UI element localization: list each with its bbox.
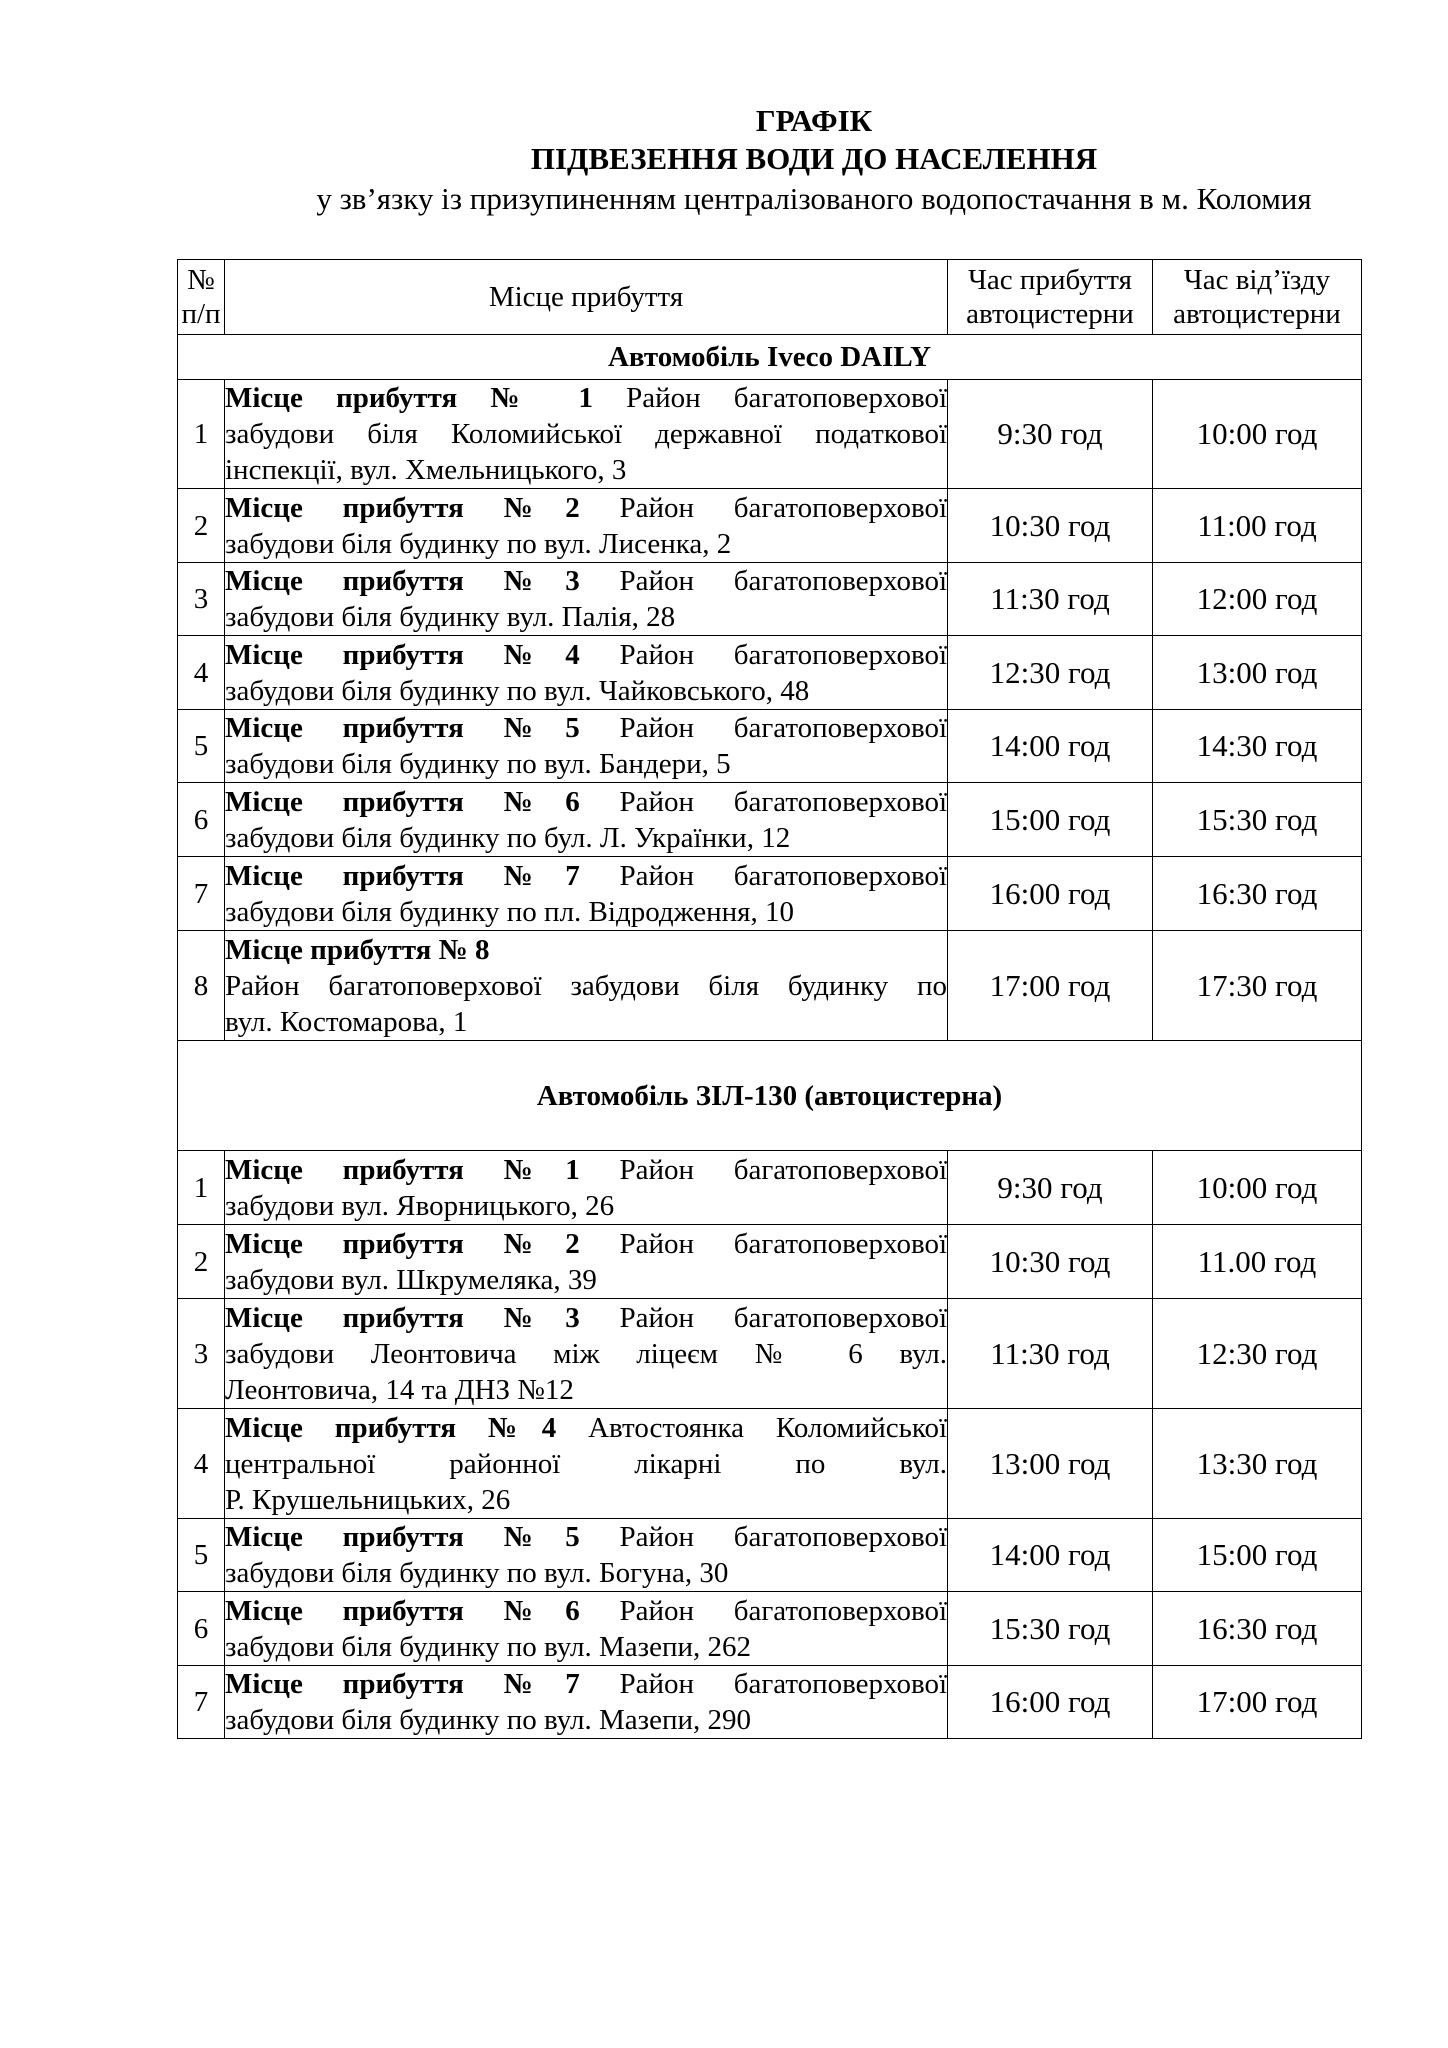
arrival-time: 13:00 год <box>948 1409 1153 1519</box>
table-row <box>178 1666 1362 1739</box>
row-place <box>225 1666 948 1739</box>
table-row <box>178 931 1362 1041</box>
place-label: Місце прибуття №5 <box>225 1521 580 1553</box>
place-text: Р. Крушельницьких, 26 <box>225 1483 511 1516</box>
row-number: 7 <box>178 1666 225 1739</box>
place-text: забудови вул. Шкрумеляка, 39 <box>225 1263 597 1296</box>
arrival-time: 9:30 год <box>948 380 1153 489</box>
doc-title: ГРАФІК <box>755 103 873 138</box>
header-depart-line1: Час від’їзду <box>1183 264 1331 296</box>
place-label: Місце прибуття №4 <box>225 1411 557 1444</box>
row-number: 2 <box>178 489 225 563</box>
section-title: Автомобіль Iveco DAILY <box>178 335 1362 380</box>
place-text: забудови біля будинку по вул. Мазепи, 262 <box>225 1630 751 1663</box>
table-row <box>178 380 1362 489</box>
departure-time: 10:00 год <box>1153 380 1362 489</box>
departure-time: 16:30 год <box>1153 1592 1362 1666</box>
row-number: 7 <box>178 857 225 931</box>
row-number: 8 <box>178 931 225 1041</box>
arrival-time: 16:00 год <box>948 857 1153 931</box>
arrival-time: 10:30 год <box>948 1225 1153 1299</box>
place-label: Місце прибуття №1 <box>225 1153 580 1186</box>
place-text: Район багатоповерхової <box>619 1301 947 1334</box>
place-text: забудови біля будинку по вул. Лисенка, 2 <box>225 527 732 560</box>
place-first-line <box>225 1666 947 1702</box>
place-text: забудови біля будинку по пл. Відродження, 10 <box>225 895 795 928</box>
place-text: Район багатоповерхової <box>619 1594 947 1627</box>
place-text: Район багатоповерхової забудови біля будинку по <box>225 969 947 1002</box>
table-row <box>178 710 1362 783</box>
header-num-line1: № <box>187 264 215 296</box>
departure-time: 14:30 год <box>1153 710 1362 783</box>
header-depart <box>1153 260 1362 335</box>
arrival-time: 15:30 год <box>948 1592 1153 1666</box>
table-row <box>178 1592 1362 1666</box>
place-text: забудови Леонтовича між ліцеєм № 6 вул. <box>225 1337 947 1370</box>
place-label: Місце прибуття №6 <box>225 1594 580 1627</box>
row-place <box>225 563 948 636</box>
place-text: Район багатоповерхової <box>619 712 947 744</box>
row-place <box>225 380 948 489</box>
place-text: забудови біля будинку вул. Палія, 28 <box>225 601 676 633</box>
departure-time: 17:30 год <box>1153 931 1362 1041</box>
place-text: Леонтовича, 14 та ДНЗ №12 <box>225 1373 574 1406</box>
header-num-line2: п/п <box>181 298 221 330</box>
arrival-time: 10:30 год <box>948 489 1153 563</box>
place-text: Автостоянка Коломийської <box>588 1411 948 1444</box>
row-number: 3 <box>178 1299 225 1409</box>
place-label: Місце прибуття №2 <box>225 491 580 524</box>
table-row <box>178 636 1362 710</box>
table-row <box>178 1299 1362 1409</box>
header-depart-line2: автоцистерни <box>1173 298 1341 330</box>
row-place <box>225 931 948 1041</box>
row-place <box>225 1299 948 1409</box>
table-row <box>178 1151 1362 1225</box>
schedule-table <box>177 259 1362 1739</box>
table-row <box>178 1409 1362 1519</box>
place-label: Місце прибуття № 1 <box>225 382 593 414</box>
arrival-time: 16:00 год <box>948 1666 1153 1739</box>
place-label: Місце прибуття № 8 <box>225 933 490 966</box>
row-number: 3 <box>178 563 225 636</box>
place-label: Місце прибуття №3 <box>225 565 580 597</box>
place-first-line <box>225 1519 947 1555</box>
table-row <box>178 563 1362 636</box>
place-text: Район багатоповерхової <box>619 859 947 892</box>
arrival-time: 17:00 год <box>948 931 1153 1041</box>
place-label: Місце прибуття №5 <box>225 712 580 744</box>
place-first-line <box>225 1410 947 1446</box>
departure-time: 13:30 год <box>1153 1409 1362 1519</box>
header-arrive-line2: автоцистерни <box>966 298 1134 330</box>
place-text: забудови біля будинку по вул. Бандери, 5 <box>225 748 731 780</box>
row-number: 6 <box>178 1592 225 1666</box>
place-first-line <box>225 1593 947 1629</box>
row-place <box>225 1225 948 1299</box>
header-arrive <box>948 260 1153 335</box>
arrival-time: 12:30 год <box>948 636 1153 710</box>
row-place <box>225 710 948 783</box>
row-number: 2 <box>178 1225 225 1299</box>
row-place <box>225 1151 948 1225</box>
table-row <box>178 489 1362 563</box>
place-label: Місце прибуття №7 <box>225 1668 580 1700</box>
place-first-line <box>225 784 947 820</box>
arrival-time: 9:30 год <box>948 1151 1153 1225</box>
doc-subtitle-reason: у зв’язку із призупиненням централізованого водопостачання в м. Коломия <box>316 181 1312 216</box>
place-text: вул. Костомарова, 1 <box>225 1005 468 1038</box>
row-place <box>225 1592 948 1666</box>
section-row <box>178 1041 1362 1151</box>
row-number: 1 <box>178 380 225 489</box>
place-text: Район багатоповерхової <box>619 1668 947 1700</box>
arrival-time: 14:00 год <box>948 1519 1153 1592</box>
place-first-line <box>225 637 947 673</box>
arrival-time: 11:30 год <box>948 1299 1153 1409</box>
place-first-line <box>225 710 947 746</box>
row-place <box>225 1409 948 1519</box>
section-row <box>178 335 1362 380</box>
departure-time: 16:30 год <box>1153 857 1362 931</box>
place-first-line <box>225 932 947 968</box>
table-row <box>178 1225 1362 1299</box>
place-first-line <box>225 1300 947 1336</box>
place-text: Район багатоповерхової <box>619 785 947 818</box>
place-first-line <box>225 1152 947 1188</box>
place-text: Район багатоповерхової <box>619 565 947 597</box>
row-number: 6 <box>178 783 225 857</box>
place-first-line <box>225 563 947 599</box>
row-number: 4 <box>178 636 225 710</box>
place-text: Район багатоповерхової <box>626 382 948 414</box>
departure-time: 12:30 год <box>1153 1299 1362 1409</box>
place-text: забудови вул. Яворницького, 26 <box>225 1189 615 1222</box>
row-number: 4 <box>178 1409 225 1519</box>
row-place <box>225 636 948 710</box>
place-text: інспекції, вул. Хмельницького, 3 <box>225 454 627 486</box>
arrival-time: 11:30 год <box>948 563 1153 636</box>
place-text: Район багатоповерхової <box>619 491 947 524</box>
departure-time: 10:00 год <box>1153 1151 1362 1225</box>
section-title: Автомобіль ЗІЛ-130 (автоцистерна) <box>178 1041 1362 1151</box>
row-number: 5 <box>178 710 225 783</box>
place-text: забудови біля будинку по вул. Чайковського, 48 <box>225 674 810 707</box>
departure-time: 11:00 год <box>1153 489 1362 563</box>
table-row <box>178 783 1362 857</box>
place-label: Місце прибуття №4 <box>225 638 580 671</box>
place-first-line <box>225 1226 947 1262</box>
place-label: Місце прибуття №6 <box>225 785 580 818</box>
place-text: забудови біля будинку по бул. Л. Українки, 12 <box>225 821 791 854</box>
header-place: Місце прибуття <box>225 260 948 335</box>
place-label: Місце прибуття №3 <box>225 1301 580 1334</box>
place-text: Район багатоповерхової <box>619 638 947 671</box>
place-first-line <box>225 380 947 416</box>
header-row <box>178 260 1362 335</box>
row-place <box>225 489 948 563</box>
departure-time: 15:00 год <box>1153 1519 1362 1592</box>
departure-time: 11.00 год <box>1153 1225 1362 1299</box>
place-label: Місце прибуття №2 <box>225 1227 580 1260</box>
row-place <box>225 783 948 857</box>
place-text: забудови біля будинку по вул. Мазепи, 290 <box>225 1704 751 1736</box>
place-text: забудови біля Коломийської державної податкової <box>225 418 947 450</box>
departure-time: 17:00 год <box>1153 1666 1362 1739</box>
place-text: центральної районної лікарні по вул. <box>225 1447 947 1480</box>
place-text: Район багатоповерхової <box>619 1153 947 1186</box>
table-row <box>178 857 1362 931</box>
table-row <box>178 1519 1362 1592</box>
departure-time: 15:30 год <box>1153 783 1362 857</box>
departure-time: 13:00 год <box>1153 636 1362 710</box>
place-first-line <box>225 490 947 526</box>
place-label: Місце прибуття №7 <box>225 859 580 892</box>
place-text: забудови біля будинку по вул. Богуна, 30 <box>225 1557 729 1589</box>
doc-subtitle: ПІДВЕЗЕННЯ ВОДИ ДО НАСЕЛЕННЯ <box>530 141 1098 176</box>
arrival-time: 15:00 год <box>948 783 1153 857</box>
row-number: 1 <box>178 1151 225 1225</box>
row-place <box>225 1519 948 1592</box>
row-place <box>225 857 948 931</box>
place-text: Район багатоповерхової <box>619 1521 947 1553</box>
row-number: 5 <box>178 1519 225 1592</box>
header-arrive-line1: Час прибуття <box>968 264 1132 296</box>
place-text: Район багатоповерхової <box>619 1227 947 1260</box>
header-num <box>178 260 225 335</box>
arrival-time: 14:00 год <box>948 710 1153 783</box>
departure-time: 12:00 год <box>1153 563 1362 636</box>
place-first-line <box>225 858 947 894</box>
